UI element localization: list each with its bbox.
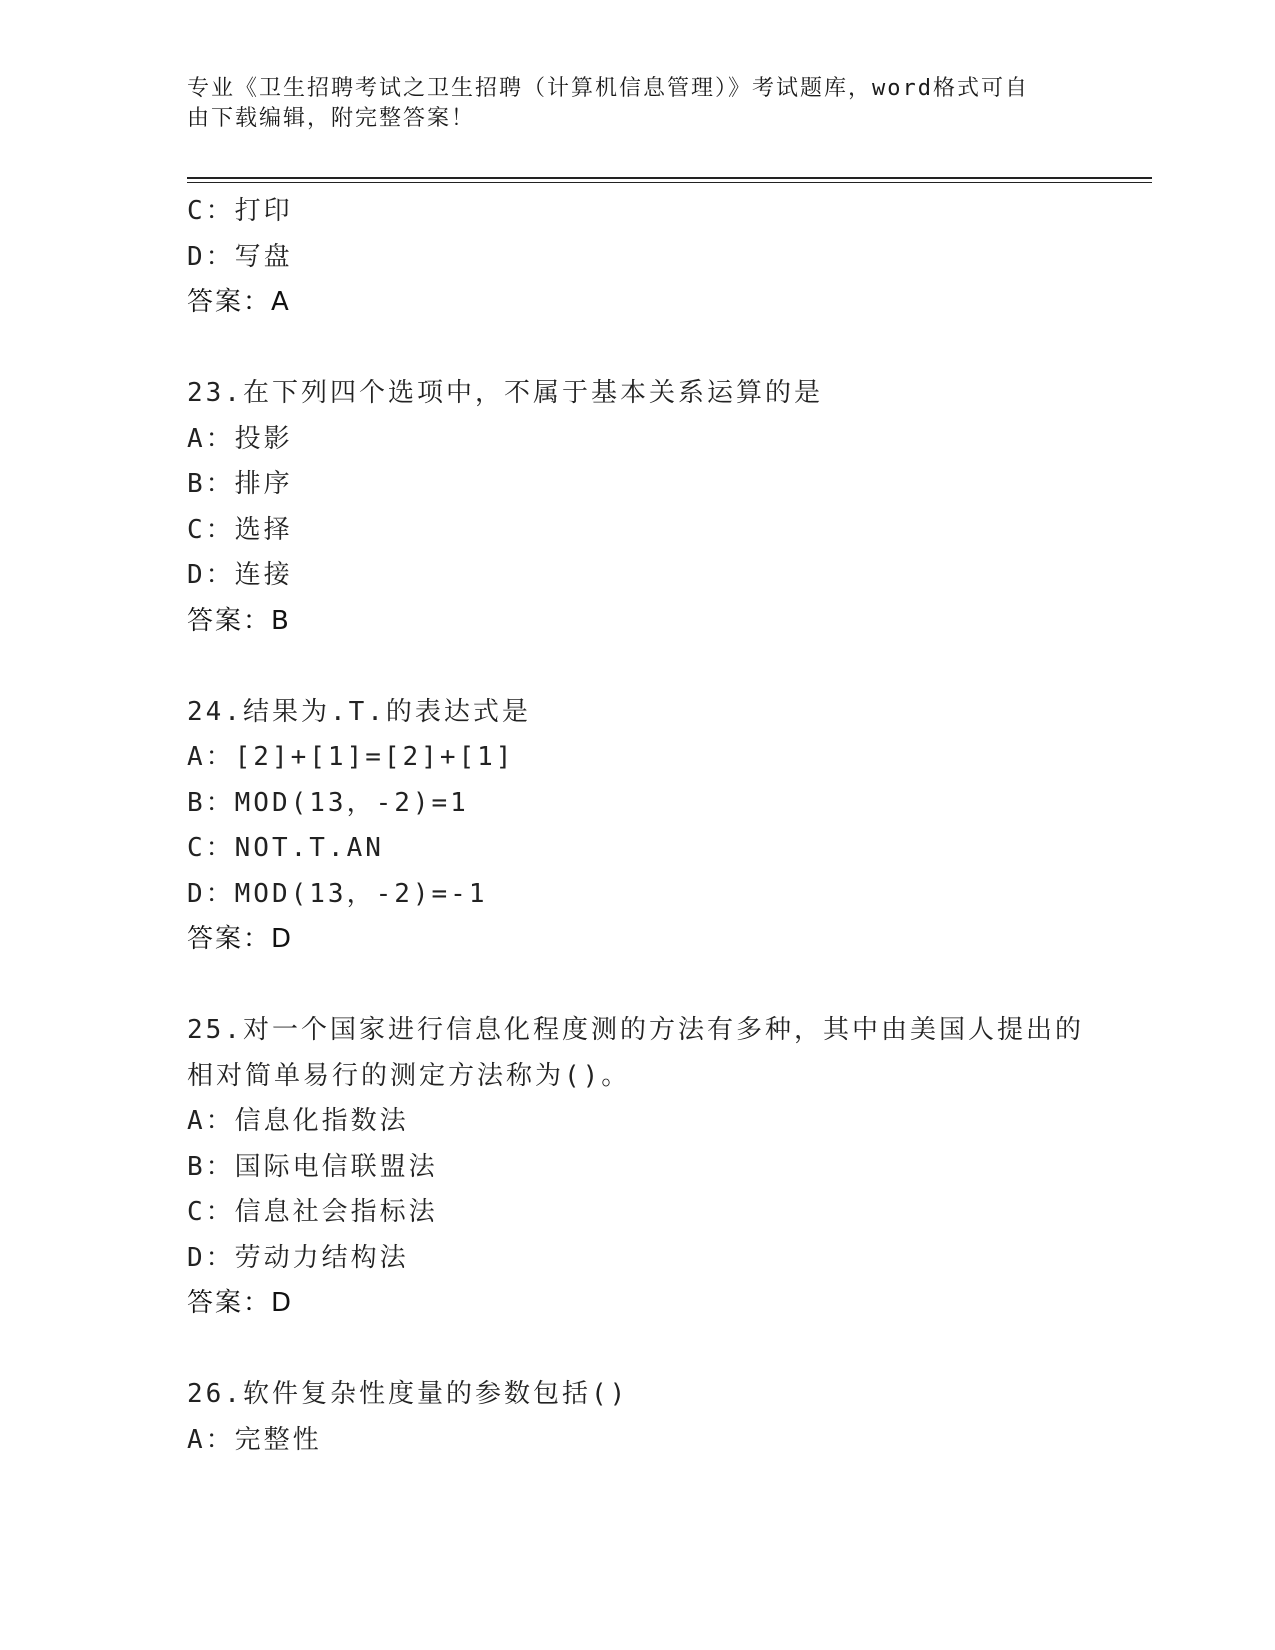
spacer (187, 644, 1147, 690)
spacer (187, 963, 1147, 1009)
header-divider-thin (187, 182, 1152, 183)
question-stem: 25.对一个国家进行信息化程度测的方法有多种，其中由美国人提出的 (187, 1015, 1084, 1045)
option-line: A：[2]+[1]=[2]+[1] (187, 742, 515, 772)
question-stem-continued: 相对简单易行的测定方法称为()。 (187, 1060, 631, 1091)
option-line: D：劳动力结构法 (187, 1242, 409, 1273)
option-line: D：写盘 (187, 241, 293, 272)
option-line: C：NOT.T.AN (187, 833, 384, 863)
header-line-1: 专业《卫生招聘考试之卫生招聘（计算机信息管理）》考试题库，word格式可自 (187, 76, 1029, 101)
question-list (187, 189, 1147, 1463)
question-stem: 23.在下列四个选项中，不属于基本关系运算的是 (187, 378, 823, 408)
question-stem: 26.软件复杂性度量的参数包括() (187, 1379, 629, 1409)
option-line: B：排序 (187, 469, 293, 499)
document-header (187, 74, 1067, 134)
option-line: D：连接 (187, 560, 293, 590)
question-block-22 (187, 189, 1147, 326)
header-divider-thick (187, 177, 1152, 179)
option-line: A：完整性 (187, 1424, 322, 1455)
spacer (187, 326, 1147, 372)
answer-line: 答案：B (187, 605, 291, 636)
question-stem: 24.结果为.T.的表达式是 (187, 696, 531, 727)
option-line: A：投影 (187, 423, 293, 454)
answer-line: 答案：D (187, 924, 294, 954)
question-block-26 (187, 1372, 1147, 1463)
question-block-25 (187, 1008, 1147, 1327)
question-block-23 (187, 371, 1147, 644)
option-line: B：MOD(13，-2)=1 (187, 787, 469, 818)
option-line: D：MOD(13，-2)=-1 (187, 878, 488, 909)
question-block-24 (187, 690, 1147, 963)
option-line: C：打印 (187, 196, 293, 226)
option-line: C：信息社会指标法 (187, 1197, 438, 1227)
option-line: C：选择 (187, 514, 293, 545)
option-line: A：信息化指数法 (187, 1106, 409, 1136)
header-line-2: 由下载编辑，附完整答案！ (187, 106, 476, 131)
option-line: B：国际电信联盟法 (187, 1151, 438, 1182)
spacer (187, 1327, 1147, 1373)
answer-line: 答案：A (187, 287, 291, 317)
answer-line: 答案：D (187, 1288, 294, 1318)
